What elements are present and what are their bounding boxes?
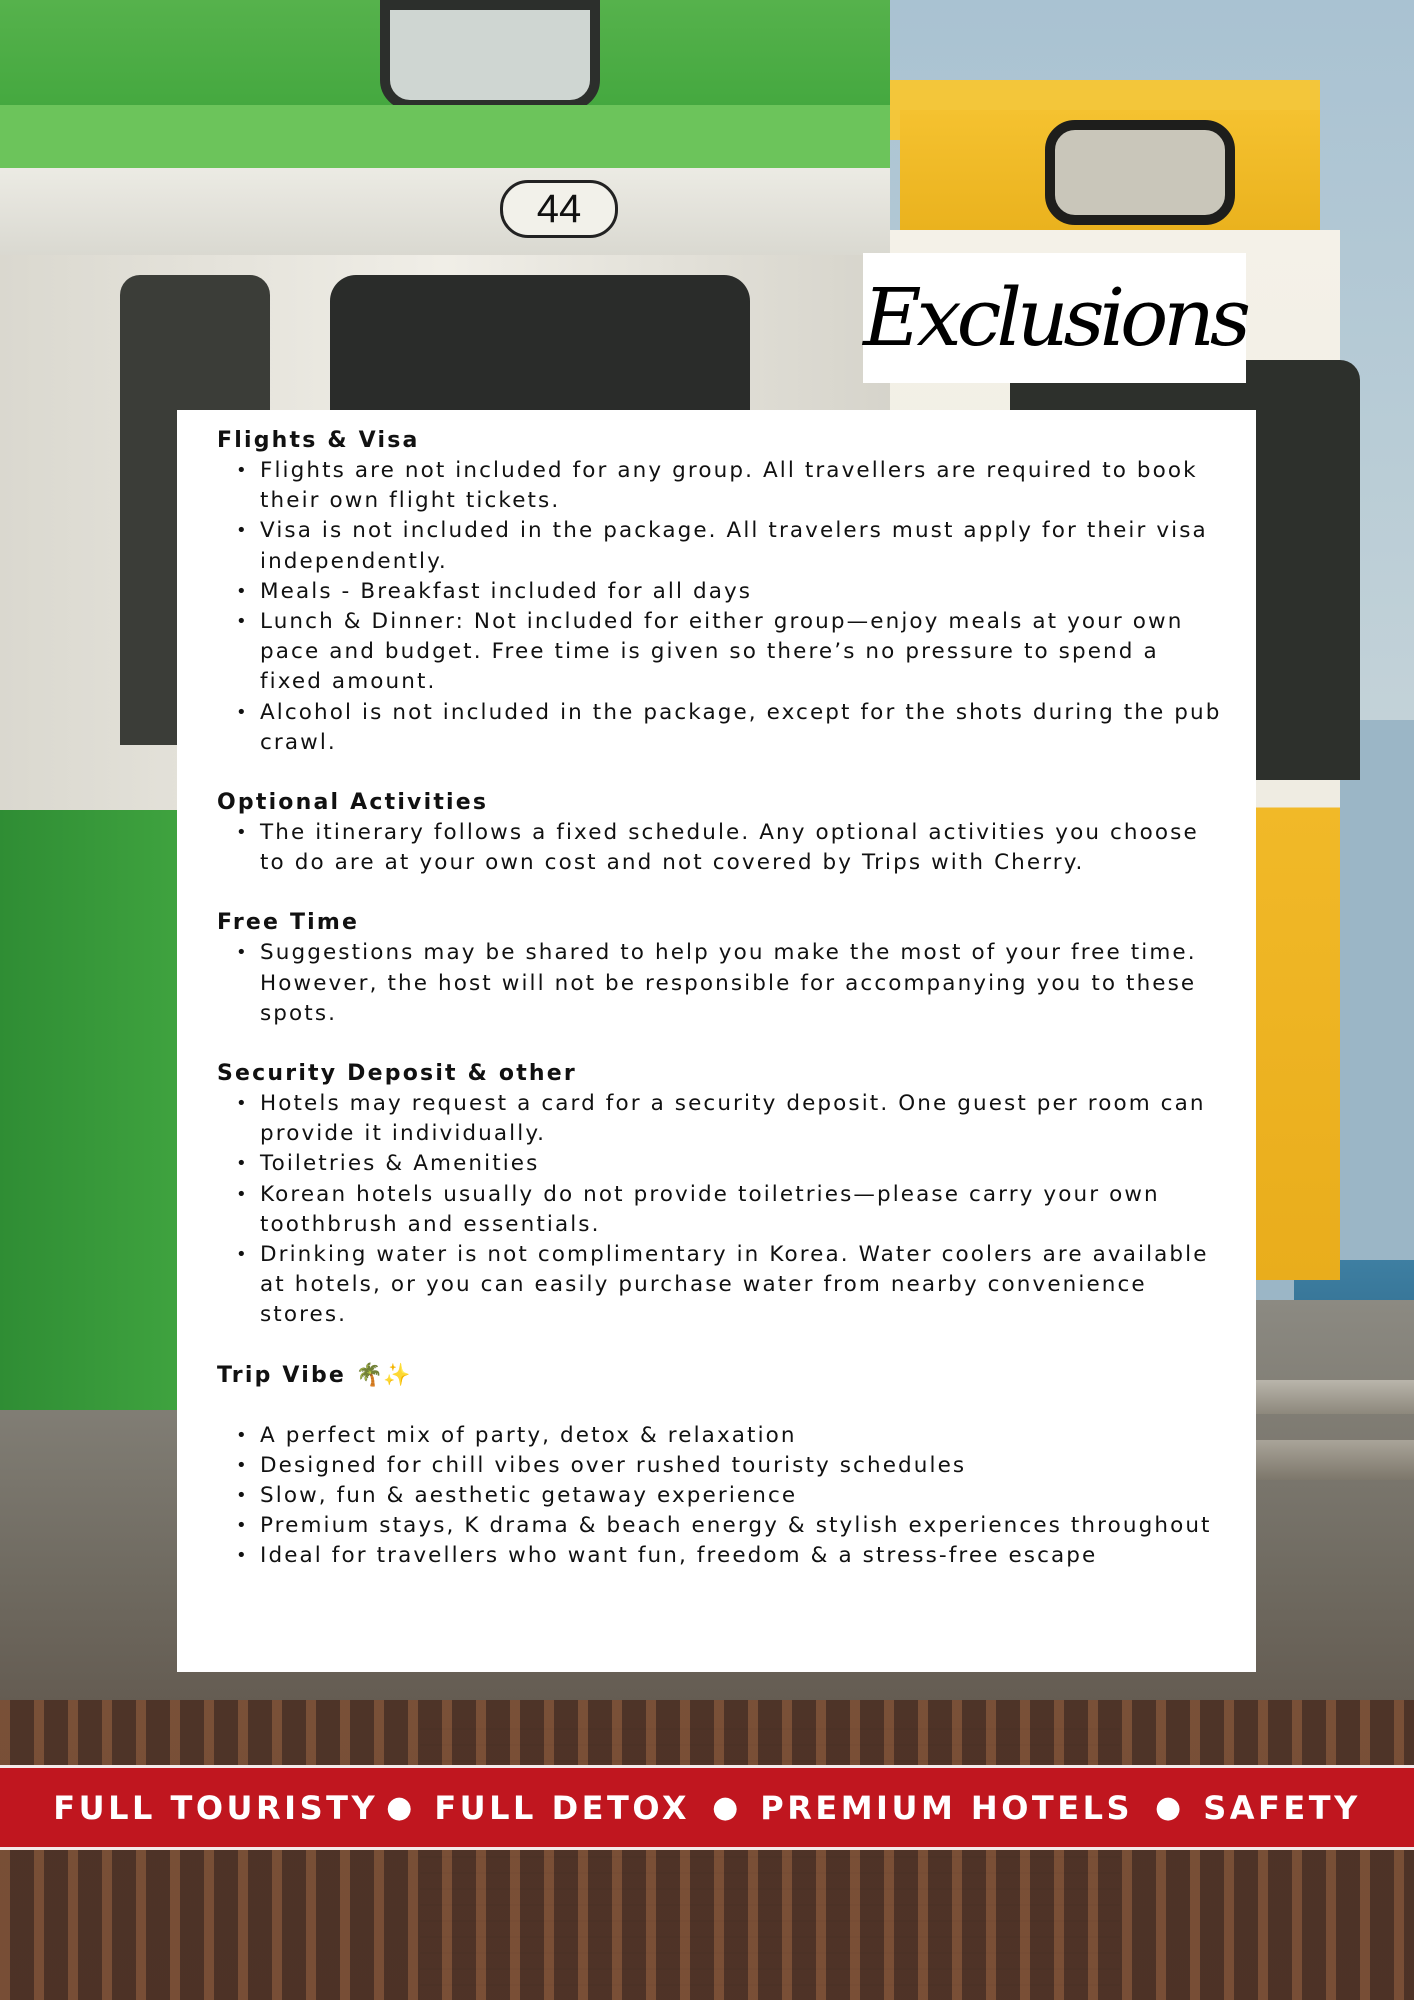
yellow-tram-top-window [1045,120,1235,225]
green-tram-band [0,168,890,258]
list-item: • Ideal for travellers who want fun, freedom & a stress-free escape [236,1541,1226,1571]
section-title-text: Trip Vibe [217,1362,347,1388]
list-item: • Lunch & Dinner: Not included for either group—enjoy meals at your own pace and budget. Free time is given so there’s no pressure to spend a fixed amount. [236,607,1226,698]
item-list [217,1421,1226,1572]
banner-item-premium-hotels: PREMIUM HOTELS [760,1788,1134,1827]
list-item: • The itinerary follows a fixed schedule. Any optional activities you choose to do are at your own cost and not covered by Trips with Cherry. [236,818,1226,878]
list-item: • Suggestions may be shared to help you make the most of your free time. However, the host will not be responsible for accompanying you to these spots. [236,938,1226,1029]
item-list [217,456,1226,758]
section-title [217,1361,1226,1391]
section-title: Free Time [217,910,360,936]
list-item: • Hotels may request a card for a security deposit. One guest per room can provide it individually. [236,1089,1226,1149]
green-tram-top-window [380,0,600,110]
list-item: • Visa is not included in the package. All travelers must apply for their visa independently. [236,516,1226,576]
item-list [217,1089,1226,1331]
section-security-deposit [217,1059,1226,1331]
tram-number-plate: 44 [500,180,618,238]
exclusions-card [177,410,1256,1672]
section-optional-activities [217,788,1226,878]
fence [0,1700,1414,2000]
green-tram-lower [0,810,180,1410]
list-item: • Designed for chill vibes over rushed touristy schedules [236,1451,1226,1481]
palm-sparkle-icon: 🌴✨ [355,1362,411,1388]
list-item: • Alcohol is not included in the package, except for the shots during the pub crawl. [236,698,1226,758]
bullet-dot-icon: ● [386,1790,413,1825]
banner-item-full-detox: FULL DETOX [434,1788,691,1827]
green-tram-window [330,275,750,425]
list-item: • Meals - Breakfast included for all days [236,577,1226,607]
section-trip-vibe [217,1361,1226,1572]
section-title: Optional Activities [217,790,489,816]
item-list [217,938,1226,1029]
page-title: Exclusions [863,271,1246,364]
section-free-time [217,908,1226,1029]
section-title: Flights & Visa [217,428,420,453]
green-tram-stripe [0,105,890,175]
bullet-dot-icon: ● [1155,1790,1182,1825]
list-item: • Toiletries & Amenities [236,1149,1226,1179]
banner-item-full-touristy: FULL TOURISTY [53,1788,379,1827]
list-item: • Korean hotels usually do not provide toiletries—please carry your own toothbrush and essentials. [236,1180,1226,1240]
banner-item-safety: SAFETY [1203,1788,1361,1827]
section-flights-visa [217,426,1226,758]
section-title: Security Deposit & other [217,1061,577,1087]
list-item: • Drinking water is not complimentary in Korea. Water coolers are available at hotels, or you can easily purchase water from nearby convenience stores. [236,1240,1226,1331]
list-item: • A perfect mix of party, detox & relaxation [236,1421,1226,1451]
list-item: • Slow, fun & aesthetic getaway experience [236,1481,1226,1511]
list-item: • Premium stays, K drama & beach energy & stylish experiences throughout [236,1511,1226,1541]
title-box [863,253,1246,383]
item-list [217,818,1226,878]
bullet-dot-icon: ● [712,1790,739,1825]
spacer [217,1391,1226,1421]
list-item: • Flights are not included for any group. All travellers are required to book their own flight tickets. [236,456,1226,516]
features-banner [0,1765,1414,1850]
